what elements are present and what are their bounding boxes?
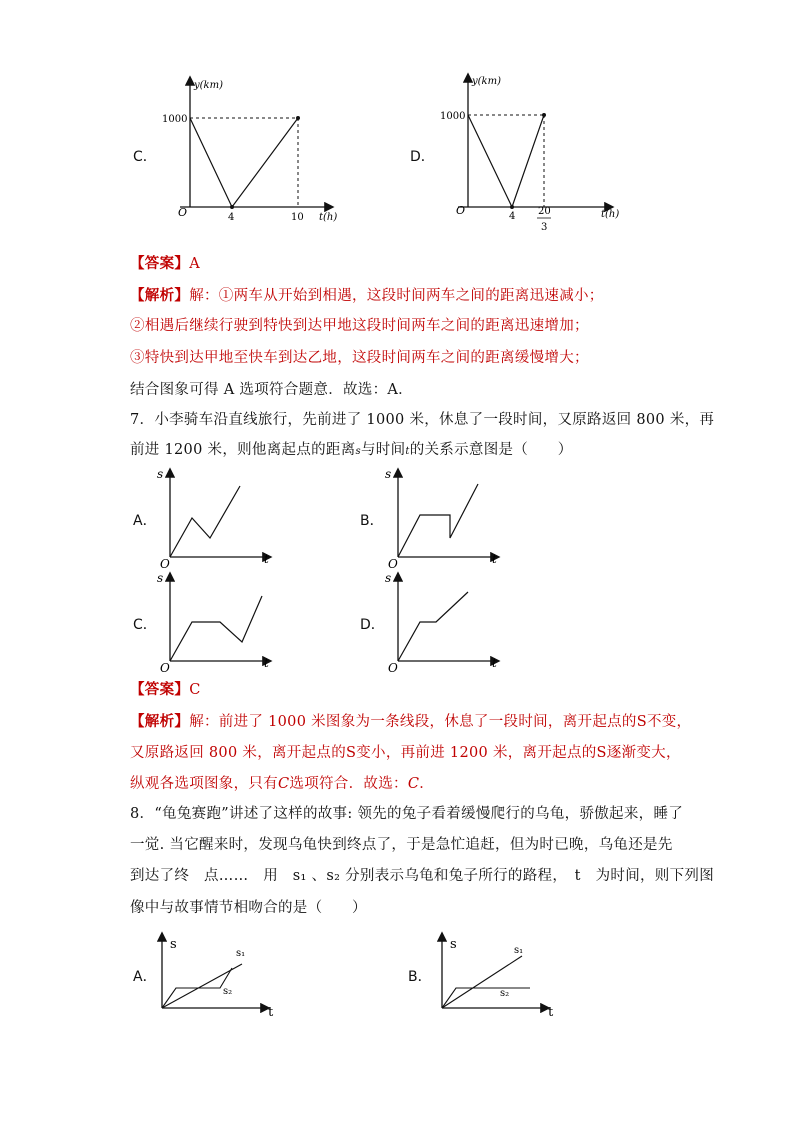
graph-line	[398, 592, 468, 661]
origin-label: O	[178, 206, 188, 219]
stem-text: 的关系示意图是（ ）	[409, 442, 573, 458]
y-tick-1000: 1000	[162, 114, 188, 125]
s2-line	[442, 988, 530, 1008]
s2-label: s₂	[500, 988, 510, 999]
origin-label: O	[160, 557, 170, 569]
q6-conclusion: 结合图象可得 A 选项符合题意．故选：A．	[130, 382, 413, 398]
origin-label: O	[388, 557, 398, 569]
q8-stem-2: 一觉. 当它醒来时，发现乌龟快到终点了，于是急忙追赶，但为时已晚，乌龟还是先	[130, 837, 673, 853]
t-axis-label: t	[548, 1005, 554, 1020]
q8-graph-b	[430, 928, 570, 1028]
s1-line	[442, 956, 522, 1008]
var-s: s	[355, 446, 361, 457]
analysis-tag: 【解析】	[130, 713, 190, 730]
q6-analysis-1	[130, 286, 604, 306]
origin-label: O	[388, 661, 398, 673]
q8-option-a-label: A．	[133, 969, 157, 985]
analysis-text: 纵观各选项图象，只有	[130, 776, 278, 792]
s1-label: s₁	[514, 945, 524, 956]
q7-option-d-label: D．	[360, 617, 385, 633]
s1-label: s₁	[236, 948, 246, 959]
q7-option-a-label: A．	[133, 513, 157, 529]
option-ref: C	[278, 776, 290, 792]
answer-tag: 【答案】	[130, 681, 190, 698]
s-axis-label: s	[170, 937, 177, 952]
q7-graph-d	[378, 568, 508, 673]
frac-denominator: 3	[541, 222, 548, 233]
q7-analysis-1	[130, 712, 691, 732]
q8-stem-4: 像中与故事情节相吻合的是（ ）	[130, 900, 367, 916]
analysis-text: 解：①两车从开始到相遇，这段时间两车之间的距离迅速减小；	[189, 288, 604, 304]
q8-option-b-label: B．	[408, 969, 432, 985]
answer-tag: 【答案】	[130, 255, 190, 272]
x-tick-4: 4	[228, 212, 235, 223]
q8-stem-1: 8．“龟兔赛跑”讲述了这样的故事: 领先的兔子看着缓慢爬行的乌龟，骄傲起来，睡了	[130, 806, 684, 822]
answer-value: A	[189, 256, 200, 272]
distance-line	[468, 115, 544, 207]
t-axis-label: t	[264, 552, 269, 566]
q7-graph-b	[378, 464, 508, 569]
q7-option-c-label: C．	[133, 617, 157, 633]
answer-value: C	[189, 682, 201, 698]
origin-label: O	[160, 661, 170, 673]
q6-analysis-3: ③特快到达甲地至快车到达乙地，这段时间两车之间的距离缓慢增大；	[130, 350, 589, 366]
var-t: t	[405, 446, 410, 457]
q6-answer	[130, 254, 200, 274]
origin-label: O	[456, 204, 466, 217]
q7-graph-a	[150, 464, 280, 569]
graph-line	[170, 596, 262, 661]
t-axis-label: t	[492, 656, 497, 670]
q7-analysis-3	[130, 774, 434, 794]
analysis-text: 选项符合．故选：	[289, 776, 408, 792]
s-axis-label: s	[450, 937, 457, 952]
option-c-label: C．	[133, 149, 157, 165]
q7-graph-c	[150, 568, 280, 673]
q7-option-b-label: B．	[360, 513, 384, 529]
analysis-text: ．	[419, 776, 435, 792]
graph-line	[398, 484, 478, 557]
graph-c	[160, 70, 350, 230]
s2-label: s₂	[223, 986, 233, 997]
q7-answer	[130, 680, 201, 700]
s-axis-label: s	[157, 467, 164, 481]
x-tick-10: 10	[291, 212, 304, 223]
graph-line	[170, 486, 240, 557]
graph-d	[440, 70, 630, 240]
t-axis-label: t	[492, 552, 497, 566]
q7-stem-2	[130, 440, 573, 462]
analysis-text: 解：前进了 1000 米图象为一条线段，休息了一段时间，离开起点的S不变，	[189, 714, 692, 730]
t-axis-label: t(h)	[601, 209, 620, 220]
t-axis-label: t	[268, 1005, 274, 1020]
option-d-label: D．	[410, 149, 435, 165]
t-axis-label: t(h)	[319, 212, 338, 223]
option-ref: C	[407, 776, 420, 792]
t-axis-label: t	[264, 656, 269, 670]
q7-stem-1: 7．小李骑车沿直线旅行，先前进了 1000 米，休息了一段时间，又原路返回 800 米，再	[130, 412, 715, 428]
q8-stem-3: 到达了终 点…… 用 s₁ 、s₂ 分别表示乌龟和兔子所行的路程， t 为时间，则下列图	[130, 868, 714, 884]
y-axis-label: y(km)	[472, 76, 501, 87]
y-axis-label: y(km)	[194, 80, 223, 91]
analysis-tag: 【解析】	[130, 287, 190, 304]
q7-analysis-2: 又原路返回 800 米，离开起点的S变小，再前进 1200 米，离开起点的S逐渐变大，	[130, 745, 681, 761]
distance-line	[190, 118, 298, 207]
frac-numerator: 20	[538, 206, 551, 217]
q8-graph-a	[150, 928, 290, 1028]
s-axis-label: s	[157, 571, 164, 585]
s-axis-label: s	[385, 467, 392, 481]
stem-text: 与时间	[360, 442, 406, 458]
q6-analysis-2: ②相遇后继续行驶到特快到达甲地这段时间两车之间的距离迅速增加；	[130, 318, 589, 334]
s-axis-label: s	[385, 571, 392, 585]
x-tick-4: 4	[509, 211, 516, 222]
y-tick-1000: 1000	[440, 111, 466, 122]
stem-text: 前进 1200 米，则他离起点的距离	[130, 442, 356, 458]
